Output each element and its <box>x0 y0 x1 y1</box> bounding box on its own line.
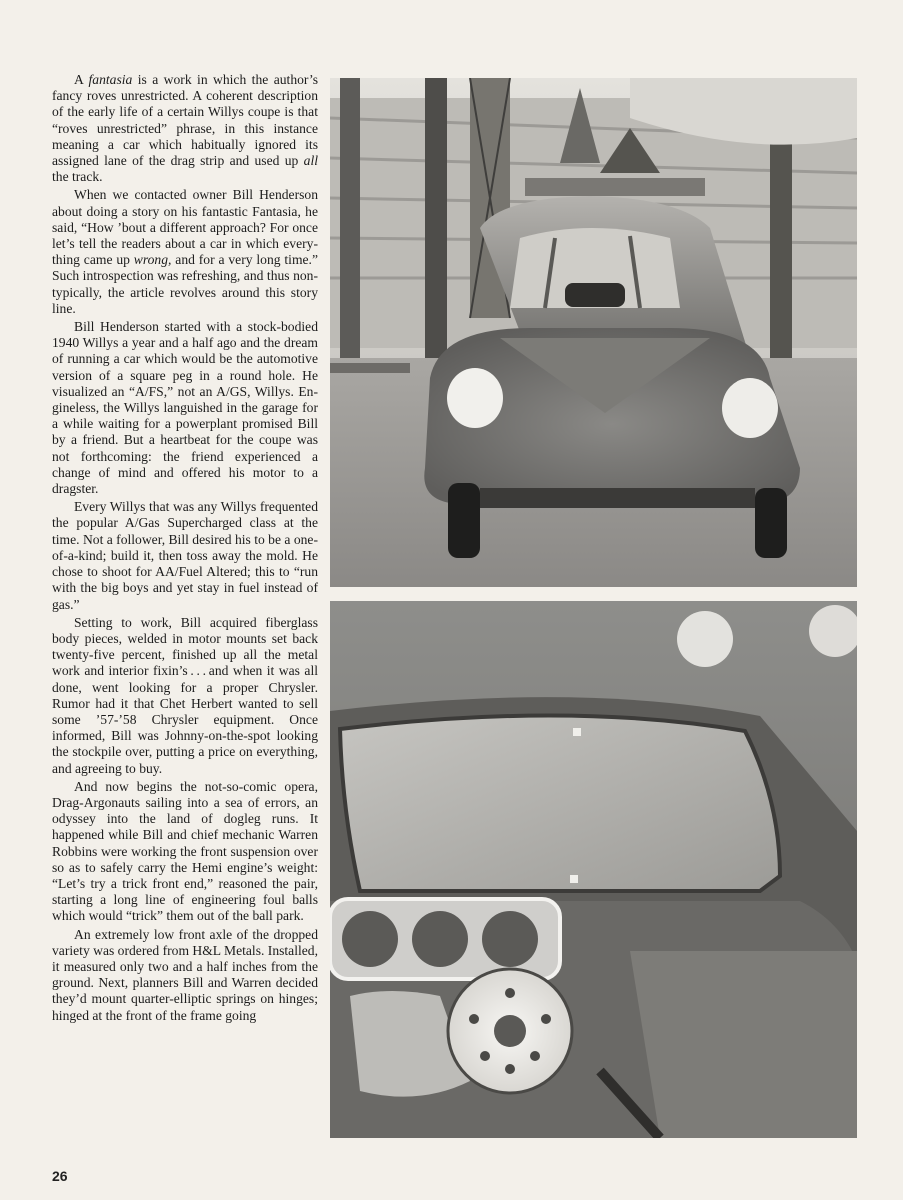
photo-willys-front-view <box>330 78 857 587</box>
article-paragraph <box>52 779 318 925</box>
text-run: Every Willys that was any Willys frequented the popular A/Gas Supercharged class at the time. Not a follower, Bill desired his to be a one-of-a-kind; build it, then toss away the mold. He chose to shoot for AA/Fuel Altered; this to “run with the big boys and yet stay in fuel instead of gas.” <box>52 499 318 612</box>
article-paragraph <box>52 615 318 777</box>
text-run: A <box>74 72 89 87</box>
article-paragraph <box>52 72 318 185</box>
italic-run: wrong, <box>133 252 172 268</box>
italic-run: all <box>303 153 318 169</box>
text-run: is a work in which the author’s fancy roves unrestricted. A coherent description of the early life of a certain Willys coupe is that “roves unrestricted” phrase, in this instance meaning a car which habitually ignored its assigned lane of the drag strip and used up <box>52 72 319 169</box>
text-run: Setting to work, Bill acquired fiberglass body pieces, welded in motor mounts set back twenty-five percent, finished up all the metal work and interior fixin’s . . . and when it was all done, went looking for a proper Chrysler. Rumor had it that Chet Herbert wanted to sell some ’57-’58 Chrysler equipment. Once informed, Bill was Johnny-on-the-spot looking the stockpile over, putting a price on everything, and agreeing to buy. <box>52 614 318 776</box>
article-paragraph <box>52 499 318 612</box>
text-run: the track. <box>52 169 103 185</box>
text-run: And now begins the not-so-comic opera, Drag-Argonauts sailing into a sea of errors, an odyssey into the land of dogleg runs. It happened while Bill and chief mechanic Warren Robbins were working the front suspension over so as to safely carry the Hemi engine’s weight: “Let’s try a trick front end,” reasoned the pair, starting a long line of engineering foul balls which would “trick” them out of the ball park. <box>52 778 318 924</box>
article-body <box>52 72 318 1026</box>
photo-willys-front-image <box>330 78 857 587</box>
text-run: Bill Henderson started with a stock-bodied 1940 Willys a year and a half ago and the dream of running a car which would be the automotive version of a square peg in a round hole. He visualized an “A/FS,” not an A/GS, Willys. Engineless, the Willys languished in the garage for a while waiting for a powerplant promised Bill by a friend. But a heartbeat for the coupe was not forthcoming: the friend experienced a change of mind and offered his motor to a dragster. <box>52 319 318 497</box>
article-paragraph <box>52 187 318 317</box>
page-number: 26 <box>52 1168 68 1184</box>
article-paragraph <box>52 319 318 497</box>
text-run: When we contacted owner Bill Henderson about doing a story on his fantastic Fantasia, he said, “How ’bout a different approach? For once let’s tell the readers about a car in which everything came up <box>52 187 318 268</box>
text-run: and for a very long time.” Such introspection was refreshing, and thus non-typically, the article revolves around this story line. <box>52 252 318 316</box>
photo-willys-cowl-image <box>330 601 857 1138</box>
photo-willys-cowl-injector <box>330 601 857 1138</box>
text-run: An extremely low front axle of the dropped variety was ordered from H&L Metals. Installed, it measured only two and a half inches from the ground. Next, planners Bill and Warren decided they’d mount quarter-elliptic springs on hinges; hinged at the front of the frame going <box>52 926 319 1023</box>
italic-run: fantasia <box>88 72 133 87</box>
article-paragraph <box>52 927 318 1024</box>
